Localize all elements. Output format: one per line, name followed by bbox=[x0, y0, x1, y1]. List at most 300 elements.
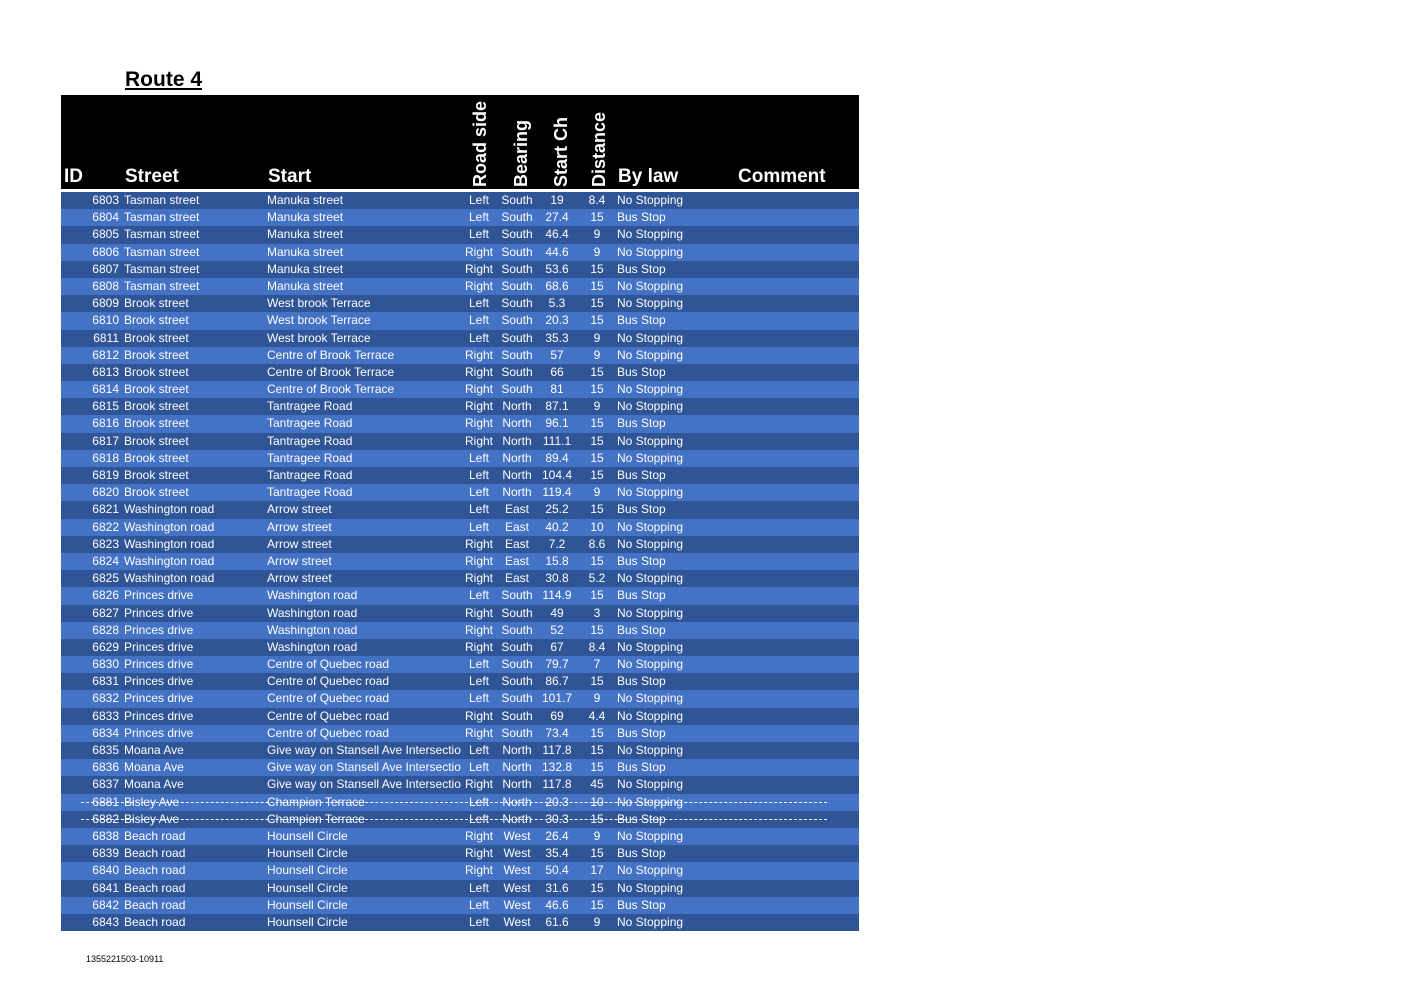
table-row bbox=[61, 244, 859, 261]
row-start: Arrow street bbox=[267, 536, 332, 551]
strikethrough-line bbox=[81, 802, 827, 803]
row-street: Beach road bbox=[124, 914, 186, 929]
row-street: Brook street bbox=[124, 433, 189, 448]
row-by-law: Bus Stop bbox=[617, 760, 666, 775]
row-by-law: Bus Stop bbox=[617, 553, 666, 568]
header-bearing: Bearing bbox=[511, 119, 531, 187]
row-road-side: Left bbox=[468, 313, 489, 328]
row-id: 6882 bbox=[92, 811, 119, 826]
table-row bbox=[61, 725, 859, 742]
row-start: Manuka street bbox=[267, 227, 344, 242]
row-by-law: No Stopping bbox=[617, 227, 684, 242]
row-bearing: East bbox=[504, 571, 529, 586]
table-row bbox=[61, 587, 859, 604]
row-start-ch: 31.6 bbox=[545, 880, 569, 895]
row-distance: 45 bbox=[590, 777, 604, 792]
row-street: Princes drive bbox=[124, 674, 194, 689]
table-row bbox=[61, 226, 859, 243]
row-bearing: South bbox=[501, 622, 533, 637]
row-street: Princes drive bbox=[124, 657, 194, 672]
row-by-law: Bus Stop bbox=[617, 897, 666, 912]
table-row bbox=[61, 776, 859, 793]
row-street: Beach road bbox=[124, 897, 186, 912]
row-start-ch: 86.7 bbox=[545, 674, 569, 689]
row-road-side: Left bbox=[468, 450, 489, 465]
row-distance: 15 bbox=[590, 296, 604, 311]
row-start: Hounsell Circle bbox=[267, 863, 348, 878]
row-bearing: East bbox=[504, 536, 529, 551]
row-start: Tantragee Road bbox=[267, 450, 353, 465]
row-start: Centre of Brook Terrace bbox=[267, 364, 395, 379]
row-by-law: No Stopping bbox=[617, 914, 684, 929]
row-start-ch: 35.4 bbox=[545, 846, 569, 861]
route-table bbox=[61, 95, 859, 931]
row-road-side: Left bbox=[468, 657, 489, 672]
row-distance: 15 bbox=[590, 897, 604, 912]
row-distance: 9 bbox=[593, 691, 601, 706]
table-header bbox=[61, 95, 859, 192]
row-id: 6822 bbox=[92, 519, 119, 534]
row-road-side: Right bbox=[464, 828, 493, 843]
row-id: 6833 bbox=[92, 708, 119, 723]
table-row bbox=[61, 570, 859, 587]
table-row bbox=[61, 330, 859, 347]
row-by-law: Bus Stop bbox=[617, 725, 666, 740]
row-street: Bisley Ave bbox=[124, 811, 180, 826]
row-street: Brook street bbox=[124, 485, 189, 500]
row-id: 6812 bbox=[92, 347, 119, 362]
table-row bbox=[61, 209, 859, 226]
row-start-ch: 49 bbox=[550, 605, 564, 620]
row-id: 6821 bbox=[92, 502, 119, 517]
row-bearing: South bbox=[501, 330, 533, 345]
table-row bbox=[61, 450, 859, 467]
row-start: Hounsell Circle bbox=[267, 828, 348, 843]
table-body bbox=[61, 192, 859, 931]
table-row bbox=[61, 484, 859, 501]
row-distance: 15 bbox=[590, 382, 604, 397]
table-row bbox=[61, 690, 859, 707]
row-id: 6832 bbox=[92, 691, 119, 706]
row-street: Tasman street bbox=[124, 227, 200, 242]
row-road-side: Right bbox=[464, 725, 493, 740]
row-id: 6823 bbox=[92, 536, 119, 551]
row-street: Tasman street bbox=[124, 244, 200, 259]
row-distance: 15 bbox=[590, 743, 604, 757]
row-road-side: Left bbox=[468, 674, 489, 689]
row-distance: 5.2 bbox=[588, 571, 606, 586]
row-by-law: Bus Stop bbox=[617, 588, 666, 603]
table-row bbox=[61, 381, 859, 398]
row-street: Moana Ave bbox=[124, 777, 184, 792]
row-start-ch: 27.4 bbox=[545, 210, 569, 225]
row-distance: 15 bbox=[590, 880, 604, 895]
row-start: Manuka street bbox=[267, 261, 344, 276]
row-road-side: Left bbox=[468, 502, 489, 517]
row-id: 6881 bbox=[92, 794, 119, 809]
header-comment: Comment bbox=[738, 166, 826, 187]
row-start-ch: 46.4 bbox=[545, 227, 569, 242]
row-distance: 4.4 bbox=[588, 708, 606, 723]
row-start-ch: 114.9 bbox=[542, 588, 572, 603]
row-road-side: Left bbox=[468, 193, 489, 207]
table-row bbox=[61, 261, 859, 278]
row-distance: 15 bbox=[590, 261, 604, 276]
row-by-law: No Stopping bbox=[617, 485, 684, 500]
row-start-ch: 79.7 bbox=[545, 657, 569, 672]
row-start-ch: 111.1 bbox=[542, 433, 572, 448]
row-start: Tantragee Road bbox=[267, 433, 353, 448]
strikethrough-line bbox=[81, 819, 827, 820]
row-distance: 8.4 bbox=[588, 193, 606, 207]
row-street: Brook street bbox=[124, 296, 189, 311]
row-street: Brook street bbox=[124, 382, 189, 397]
row-distance: 8.6 bbox=[588, 536, 606, 551]
row-start: Champion Terrace bbox=[267, 794, 365, 809]
row-by-law: No Stopping bbox=[617, 863, 684, 878]
row-start-ch: 117.8 bbox=[542, 777, 572, 792]
row-start-ch: 73.4 bbox=[545, 725, 569, 740]
row-street: Brook street bbox=[124, 399, 189, 414]
row-distance: 15 bbox=[590, 674, 604, 689]
row-start: Centre of Quebec road bbox=[267, 657, 390, 672]
table-row bbox=[61, 673, 859, 690]
row-id: 6839 bbox=[92, 846, 119, 861]
row-distance: 3 bbox=[593, 605, 601, 620]
row-road-side: Left bbox=[468, 794, 489, 809]
row-distance: 9 bbox=[593, 330, 601, 345]
row-road-side: Right bbox=[464, 433, 493, 448]
row-by-law: Bus Stop bbox=[617, 313, 666, 328]
row-bearing: South bbox=[501, 674, 533, 689]
table-row bbox=[61, 708, 859, 725]
row-bearing: South bbox=[501, 639, 533, 654]
row-id: 6818 bbox=[92, 450, 119, 465]
row-bearing: North bbox=[502, 433, 532, 448]
table-row bbox=[61, 914, 859, 931]
row-street: Princes drive bbox=[124, 691, 194, 706]
row-distance: 8.4 bbox=[588, 639, 606, 654]
row-start: Manuka street bbox=[267, 193, 344, 207]
row-road-side: Right bbox=[464, 863, 493, 878]
row-id: 6824 bbox=[92, 553, 119, 568]
row-bearing: North bbox=[502, 450, 532, 465]
row-road-side: Right bbox=[464, 399, 493, 414]
table-row bbox=[61, 742, 859, 759]
row-distance: 15 bbox=[590, 416, 604, 431]
row-street: Beach road bbox=[124, 828, 186, 843]
row-bearing: North bbox=[502, 416, 532, 431]
row-street: Brook street bbox=[124, 450, 189, 465]
row-bearing: South bbox=[501, 691, 533, 706]
table-row bbox=[61, 433, 859, 450]
row-id: 6835 bbox=[92, 743, 119, 757]
row-road-side: Right bbox=[464, 278, 493, 293]
row-road-side: Left bbox=[468, 210, 489, 225]
row-id: 6830 bbox=[92, 657, 119, 672]
row-bearing: North bbox=[502, 777, 532, 792]
row-street: Washington road bbox=[124, 571, 215, 586]
row-start-ch: 132.8 bbox=[541, 760, 573, 775]
row-bearing: South bbox=[501, 227, 533, 242]
row-distance: 15 bbox=[590, 553, 604, 568]
table-row bbox=[61, 347, 859, 364]
row-start: Tantragee Road bbox=[267, 416, 353, 431]
header-distance: Distance bbox=[589, 111, 609, 187]
row-by-law: No Stopping bbox=[617, 657, 684, 672]
row-bearing: South bbox=[501, 725, 533, 740]
row-id: 6827 bbox=[92, 605, 119, 620]
row-street: Brook street bbox=[124, 468, 189, 482]
row-street: Washington road bbox=[124, 536, 215, 551]
row-by-law: Bus Stop bbox=[617, 502, 666, 517]
row-distance: 15 bbox=[590, 450, 604, 465]
row-id: 6843 bbox=[92, 914, 119, 929]
row-distance: 9 bbox=[593, 347, 601, 362]
row-bearing: North bbox=[502, 743, 532, 757]
row-bearing: South bbox=[501, 278, 533, 293]
row-id: 6809 bbox=[92, 296, 119, 311]
table-row bbox=[61, 845, 859, 862]
row-road-side: Right bbox=[464, 846, 493, 861]
header-start: Start bbox=[268, 166, 312, 187]
row-by-law: No Stopping bbox=[617, 743, 684, 757]
table-row bbox=[61, 605, 859, 622]
row-start: Hounsell Circle bbox=[267, 897, 348, 912]
row-start: Champion Terrace bbox=[267, 811, 365, 826]
row-by-law: Bus Stop bbox=[617, 210, 666, 225]
row-road-side: Left bbox=[468, 743, 489, 757]
row-start: Arrow street bbox=[267, 502, 332, 517]
row-start-ch: 30.3 bbox=[545, 811, 569, 826]
row-road-side: Left bbox=[468, 691, 489, 706]
table-row bbox=[61, 364, 859, 381]
row-by-law: No Stopping bbox=[617, 347, 684, 362]
header-start-ch: Start Ch bbox=[551, 116, 571, 187]
row-start: Hounsell Circle bbox=[267, 846, 348, 861]
row-start: Arrow street bbox=[267, 553, 332, 568]
row-distance: 17 bbox=[590, 863, 604, 878]
row-id: 6803 bbox=[92, 193, 119, 207]
row-distance: 9 bbox=[593, 227, 601, 242]
row-start-ch: 20.3 bbox=[545, 313, 569, 328]
row-start-ch: 50.4 bbox=[545, 863, 569, 878]
row-road-side: Right bbox=[464, 777, 493, 792]
table-row bbox=[61, 398, 859, 415]
row-by-law: No Stopping bbox=[617, 519, 684, 534]
row-distance: 7 bbox=[593, 657, 601, 672]
row-street: Moana Ave bbox=[124, 760, 184, 775]
row-road-side: Right bbox=[464, 364, 493, 379]
row-id: 6834 bbox=[92, 725, 119, 740]
table-row bbox=[61, 811, 859, 828]
row-id: 6820 bbox=[92, 485, 119, 500]
row-distance: 15 bbox=[590, 364, 604, 379]
row-id: 6825 bbox=[92, 571, 119, 586]
row-start: Centre of Brook Terrace bbox=[267, 382, 395, 397]
row-start-ch: 19 bbox=[550, 193, 564, 207]
row-start-ch: 117.8 bbox=[542, 743, 572, 757]
row-bearing: South bbox=[501, 708, 533, 723]
row-start-ch: 53.6 bbox=[545, 261, 569, 276]
row-distance: 9 bbox=[593, 485, 601, 500]
row-distance: 15 bbox=[590, 622, 604, 637]
row-bearing: South bbox=[501, 313, 533, 328]
row-street: Washington road bbox=[124, 519, 215, 534]
row-start: Centre of Quebec road bbox=[267, 674, 390, 689]
row-id: 6828 bbox=[92, 622, 119, 637]
table-row bbox=[61, 639, 859, 656]
row-by-law: No Stopping bbox=[617, 193, 684, 207]
row-id: 6810 bbox=[92, 313, 119, 328]
row-road-side: Left bbox=[468, 760, 489, 775]
row-by-law: Bus Stop bbox=[617, 846, 666, 861]
row-street: Tasman street bbox=[124, 278, 200, 293]
row-bearing: East bbox=[504, 502, 529, 517]
table-row bbox=[61, 501, 859, 518]
table-row bbox=[61, 312, 859, 329]
row-street: Brook street bbox=[124, 330, 189, 345]
row-start: Tantragee Road bbox=[267, 468, 353, 482]
row-bearing: South bbox=[501, 382, 533, 397]
row-street: Washington road bbox=[124, 553, 215, 568]
row-id: 6804 bbox=[92, 210, 119, 225]
row-by-law: Bus Stop bbox=[617, 261, 666, 276]
page-title: Route 4 bbox=[125, 68, 203, 91]
row-street: Washington road bbox=[124, 502, 215, 517]
row-start-ch: 20.3 bbox=[545, 794, 569, 809]
row-by-law: Bus Stop bbox=[617, 674, 666, 689]
row-bearing: South bbox=[501, 210, 533, 225]
row-start-ch: 25.2 bbox=[545, 502, 569, 517]
row-street: Tasman street bbox=[124, 210, 200, 225]
row-street: Brook street bbox=[124, 416, 189, 431]
row-bearing: South bbox=[501, 588, 533, 603]
row-road-side: Left bbox=[468, 897, 489, 912]
table-row bbox=[61, 278, 859, 295]
row-by-law: No Stopping bbox=[617, 880, 684, 895]
row-road-side: Right bbox=[464, 553, 493, 568]
row-distance: 15 bbox=[590, 846, 604, 861]
row-by-law: No Stopping bbox=[617, 278, 684, 293]
row-id: 6819 bbox=[92, 468, 119, 482]
row-bearing: West bbox=[503, 880, 531, 895]
row-start-ch: 89.4 bbox=[545, 450, 569, 465]
row-by-law: No Stopping bbox=[617, 244, 684, 259]
row-distance: 9 bbox=[593, 399, 601, 414]
row-by-law: No Stopping bbox=[617, 399, 684, 414]
row-id: 6815 bbox=[92, 399, 119, 414]
row-bearing: West bbox=[503, 897, 531, 912]
row-start: Centre of Quebec road bbox=[267, 708, 390, 723]
row-start: Give way on Stansell Ave Intersectio bbox=[267, 760, 461, 775]
row-distance: 10 bbox=[590, 794, 604, 809]
row-road-side: Right bbox=[464, 605, 493, 620]
row-by-law: No Stopping bbox=[617, 828, 684, 843]
row-id: 6808 bbox=[92, 278, 119, 293]
header-street: Street bbox=[125, 166, 179, 187]
row-start: Washington road bbox=[267, 639, 358, 654]
row-start-ch: 61.6 bbox=[545, 914, 569, 929]
row-distance: 15 bbox=[590, 588, 604, 603]
row-distance: 15 bbox=[590, 210, 604, 225]
row-street: Tasman street bbox=[124, 193, 200, 207]
row-start-ch: 15.8 bbox=[545, 553, 569, 568]
row-start-ch: 5.3 bbox=[548, 296, 566, 311]
table-row bbox=[61, 880, 859, 897]
row-road-side: Right bbox=[464, 708, 493, 723]
row-distance: 15 bbox=[590, 811, 604, 826]
row-street: Brook street bbox=[124, 364, 189, 379]
row-bearing: East bbox=[504, 519, 529, 534]
table-row bbox=[61, 862, 859, 879]
table-row bbox=[61, 828, 859, 845]
row-distance: 15 bbox=[590, 760, 604, 775]
row-street: Beach road bbox=[124, 863, 186, 878]
row-bearing: West bbox=[503, 846, 531, 861]
table-row bbox=[61, 192, 859, 209]
row-road-side: Left bbox=[468, 485, 489, 500]
row-distance: 10 bbox=[590, 519, 604, 534]
row-bearing: South bbox=[501, 244, 533, 259]
row-road-side: Right bbox=[464, 639, 493, 654]
row-id: 6831 bbox=[92, 674, 119, 689]
row-bearing: North bbox=[502, 485, 532, 500]
row-id: 6811 bbox=[93, 330, 119, 345]
row-by-law: Bus Stop bbox=[617, 811, 666, 826]
row-road-side: Right bbox=[464, 261, 493, 276]
row-by-law: No Stopping bbox=[617, 450, 684, 465]
row-road-side: Right bbox=[464, 244, 493, 259]
row-bearing: North bbox=[502, 811, 532, 826]
table-row bbox=[61, 759, 859, 776]
row-start: Manuka street bbox=[267, 278, 344, 293]
row-start: Arrow street bbox=[267, 571, 332, 586]
row-street: Princes drive bbox=[124, 588, 194, 603]
row-street: Brook street bbox=[124, 313, 189, 328]
row-id: 6806 bbox=[92, 244, 119, 259]
row-by-law: No Stopping bbox=[617, 639, 684, 654]
row-id: 6841 bbox=[92, 880, 119, 895]
row-by-law: No Stopping bbox=[617, 296, 684, 311]
row-distance: 15 bbox=[590, 278, 604, 293]
row-bearing: South bbox=[501, 657, 533, 672]
row-by-law: Bus Stop bbox=[617, 622, 666, 637]
row-by-law: No Stopping bbox=[617, 605, 684, 620]
row-bearing: South bbox=[501, 193, 533, 207]
row-road-side: Right bbox=[464, 536, 493, 551]
table-row bbox=[61, 467, 859, 484]
table-row bbox=[61, 794, 859, 811]
row-distance: 9 bbox=[593, 828, 601, 843]
row-road-side: Right bbox=[464, 416, 493, 431]
row-start-ch: 68.6 bbox=[545, 278, 569, 293]
row-start-ch: 119.4 bbox=[542, 485, 572, 500]
row-distance: 15 bbox=[590, 468, 604, 482]
document-code: 1355221503-10911 bbox=[86, 954, 164, 964]
row-start: Manuka street bbox=[267, 210, 344, 225]
row-bearing: North bbox=[502, 468, 532, 482]
row-bearing: West bbox=[503, 914, 531, 929]
row-road-side: Left bbox=[468, 880, 489, 895]
row-bearing: West bbox=[503, 863, 531, 878]
row-id: 6813 bbox=[92, 364, 119, 379]
row-distance: 9 bbox=[593, 914, 601, 929]
row-start-ch: 57 bbox=[550, 347, 564, 362]
row-street: Princes drive bbox=[124, 708, 194, 723]
row-id: 6629 bbox=[92, 639, 119, 654]
row-start: Give way on Stansell Ave Intersectio bbox=[267, 743, 461, 757]
